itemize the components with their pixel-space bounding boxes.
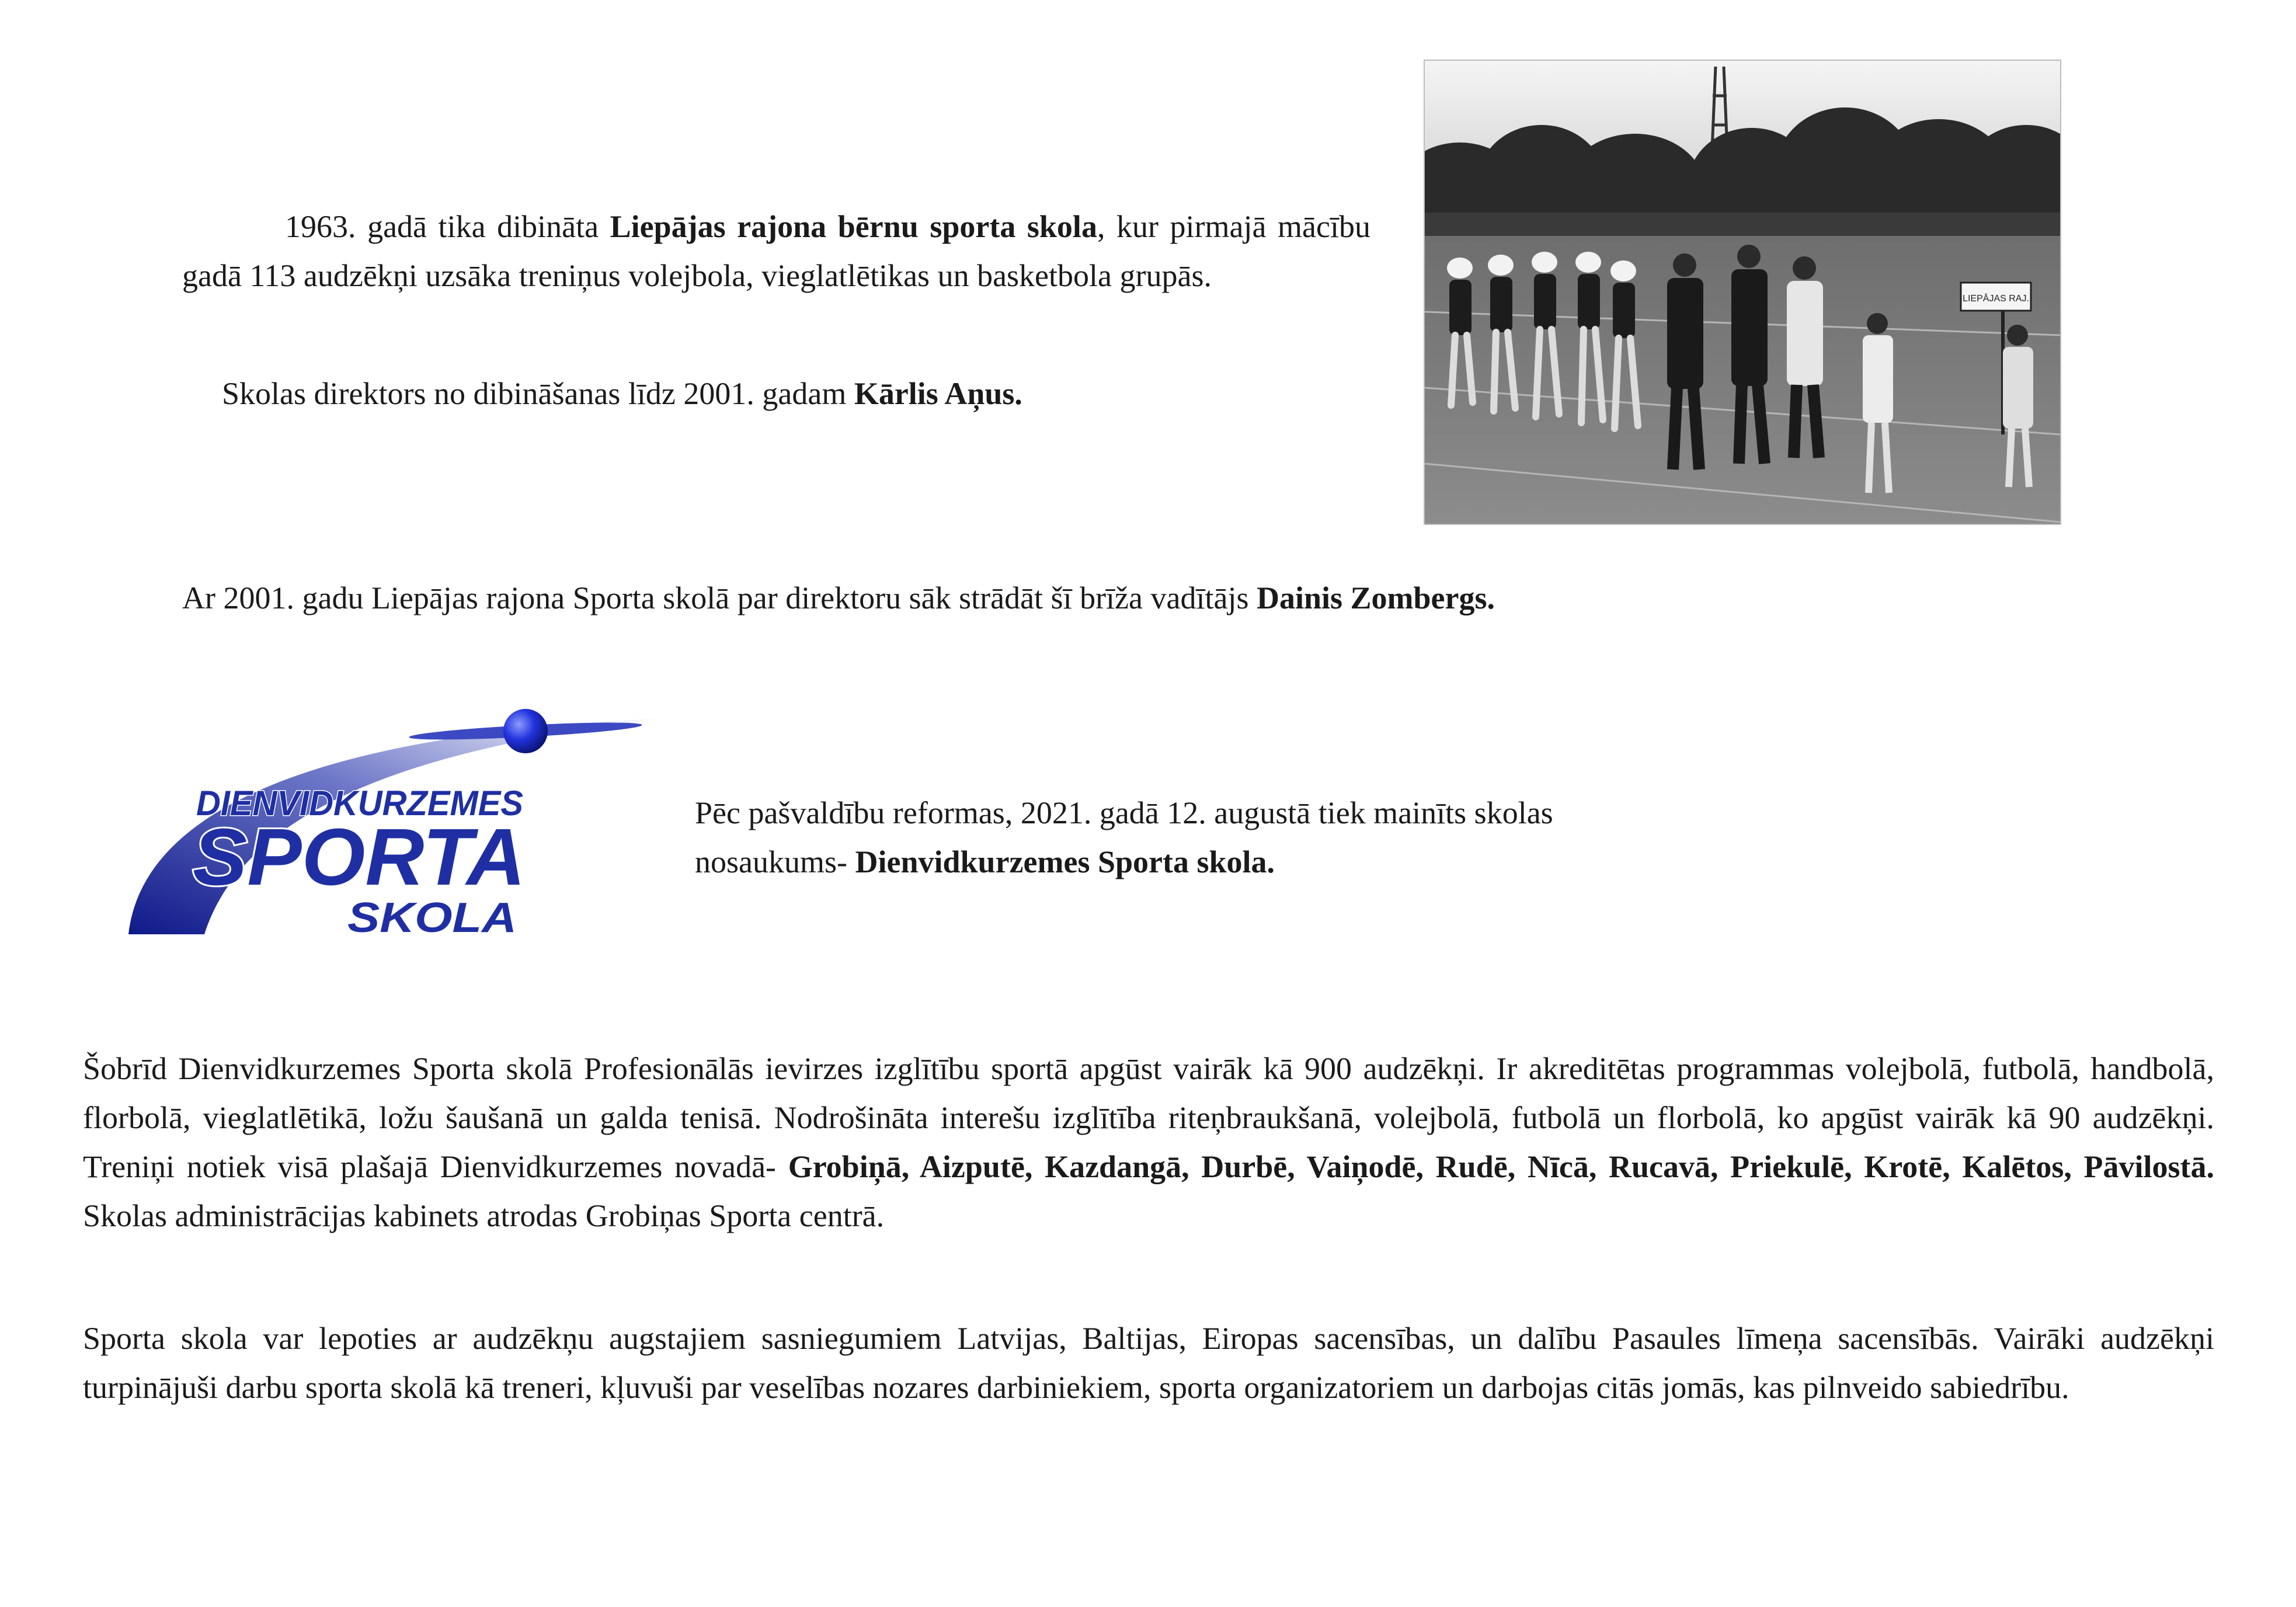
rename-paragraph (695, 788, 1688, 886)
achievements-text: Sporta skola var lepoties ar audzēkņu augstajiem sasniegumiem Latvijas, Baltijas, Eiropas sacensības, un dalību Pasaules līmeņa sacensībās. Vairāki audzēkņi turpinājuši darbu sporta skolā kā treneri, kļuvuši par veselības nozares darbiniekiem, sporta organizatoriem un darbojas citās jomās, kas pilnveido sabiedrību. (83, 1321, 2214, 1405)
first-director-name: Kārlis Aņus. (854, 376, 1022, 411)
school-logo (117, 701, 677, 946)
ball-icon (503, 709, 548, 753)
historical-parade-photo (1424, 60, 2061, 525)
photo-banner-text: LIEPĀJAS RAJ. (1963, 294, 2029, 304)
logo-line-3: SKOLA (347, 895, 517, 941)
present-text-1: Šobrīd Dienvidkurzemes Sporta skolā Profesionālās ievirzes izglītību sportā apgūst vairāk kā 900 audzēkņi. Ir akreditētas programmas volejbolā, futbolā, handbolā, florbolā, vieglatlētikā, ložu šaušanā un galda tenisā. Nodrošināta interešu izglītība riteņbraukšanā, volejbolā, futbolā un florbolā, ko apgūst vairāk kā 90 audzēkņi. Treniņi notiek visā plašajā Dienvidkurzemes novadā- (83, 1051, 2214, 1184)
first-director-text: Skolas direktors no dibināšanas līdz 2001. gadam (222, 376, 854, 411)
logo-line-1: DIENVIDKURZEMES (196, 784, 523, 823)
founding-text-1: 1963. gadā tika dibināta (285, 209, 610, 244)
current-director-text: Ar 2001. gadu Liepājas rajona Sporta skolā par direktoru sāk strādāt šī brīža vadītājs (182, 580, 1257, 615)
present-paragraph (83, 1044, 2214, 1240)
achievements-paragraph (83, 1314, 2214, 1412)
current-director-paragraph (182, 573, 2051, 622)
founding-text-2: , kur pirmajā mācību gadā 113 audzēkņi uzsāka treniņus volejbola, vieglatlētikas un basketbola grupās. (182, 209, 1370, 293)
present-text-2: Skolas administrācijas kabinets atrodas Grobiņas Sporta centrā. (83, 1198, 885, 1233)
rename-text: Pēc pašvaldību reformas, 2021. gadā 12. augustā tiek mainīts skolas nosaukums- (695, 795, 1553, 879)
training-places: Grobiņā, Aizputē, Kazdangā, Durbē, Vaiņodē, Rudē, Nīcā, Rucavā, Priekulē, Krotē, Kalētos, Pāvilostā. (788, 1149, 2215, 1184)
first-director-paragraph (222, 369, 1390, 418)
new-school-name: Dienvidkurzemes Sporta skola. (855, 844, 1275, 879)
current-director-name: Dainis Zombergs. (1256, 580, 1495, 615)
founding-school-name: Liepājas rajona bērnu sporta skola (610, 209, 1097, 244)
founding-paragraph (182, 202, 1370, 300)
logo-line-2: SPORTA (193, 812, 526, 902)
